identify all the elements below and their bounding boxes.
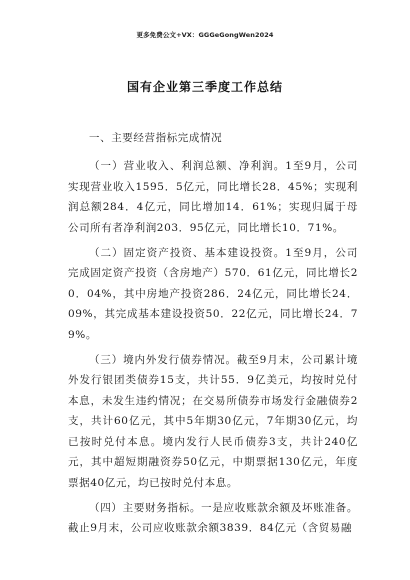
paragraph-fixed-asset-investment: （二）固定资产投资、基本建设投资。1至9月，公司完成固定资产投资（含房地产）570．61亿元，同比增长20．04%，其中房地产投资286．24亿元，同比增长24．09%，其完成基本建设投资50．22亿元，同比增长24．79%。 [68,247,358,341]
header-note: 更多免费公文+VX：GGGeGongWen2024 [136,31,274,39]
section-heading: 一、主要经营指标完成情况 [89,132,223,144]
document-title: 国有企业第三季度工作总结 [126,80,283,94]
paragraph-revenue-profit: （一）营业收入、利润总额、净利润。1至9月，公司实现营业收入1595．5亿元，同比增长28．45%；实现利润总额284．4亿元，同比增加14．61%；实现归属于母公司所有者净利润203．95亿元，同比增长10．71%。 [68,160,358,234]
document-body [68,128,358,544]
paragraph-financial-indicators: （四）主要财务指标。一是应收账款余额及坏账准备。截止9月末，公司应收账款余额3839．84亿元（含贸易融 [68,501,358,535]
paragraph-bond-issuance: （三）境内外发行债券情况。截至9月末，公司累计境外发行银团类债券15支，共计55．9亿美元，均按时兑付本息，未发生违约情况；在交易所债券市场发行金融债券2支，共计60亿元，其中5年期30亿元，7年期30亿元，均已按时兑付本息。境内发行人民币债券3支，共计240亿元，其中超短期融资券50亿元，中期票据130亿元，年度票据40亿元，均已按时兑付本息。 [68,354,358,489]
